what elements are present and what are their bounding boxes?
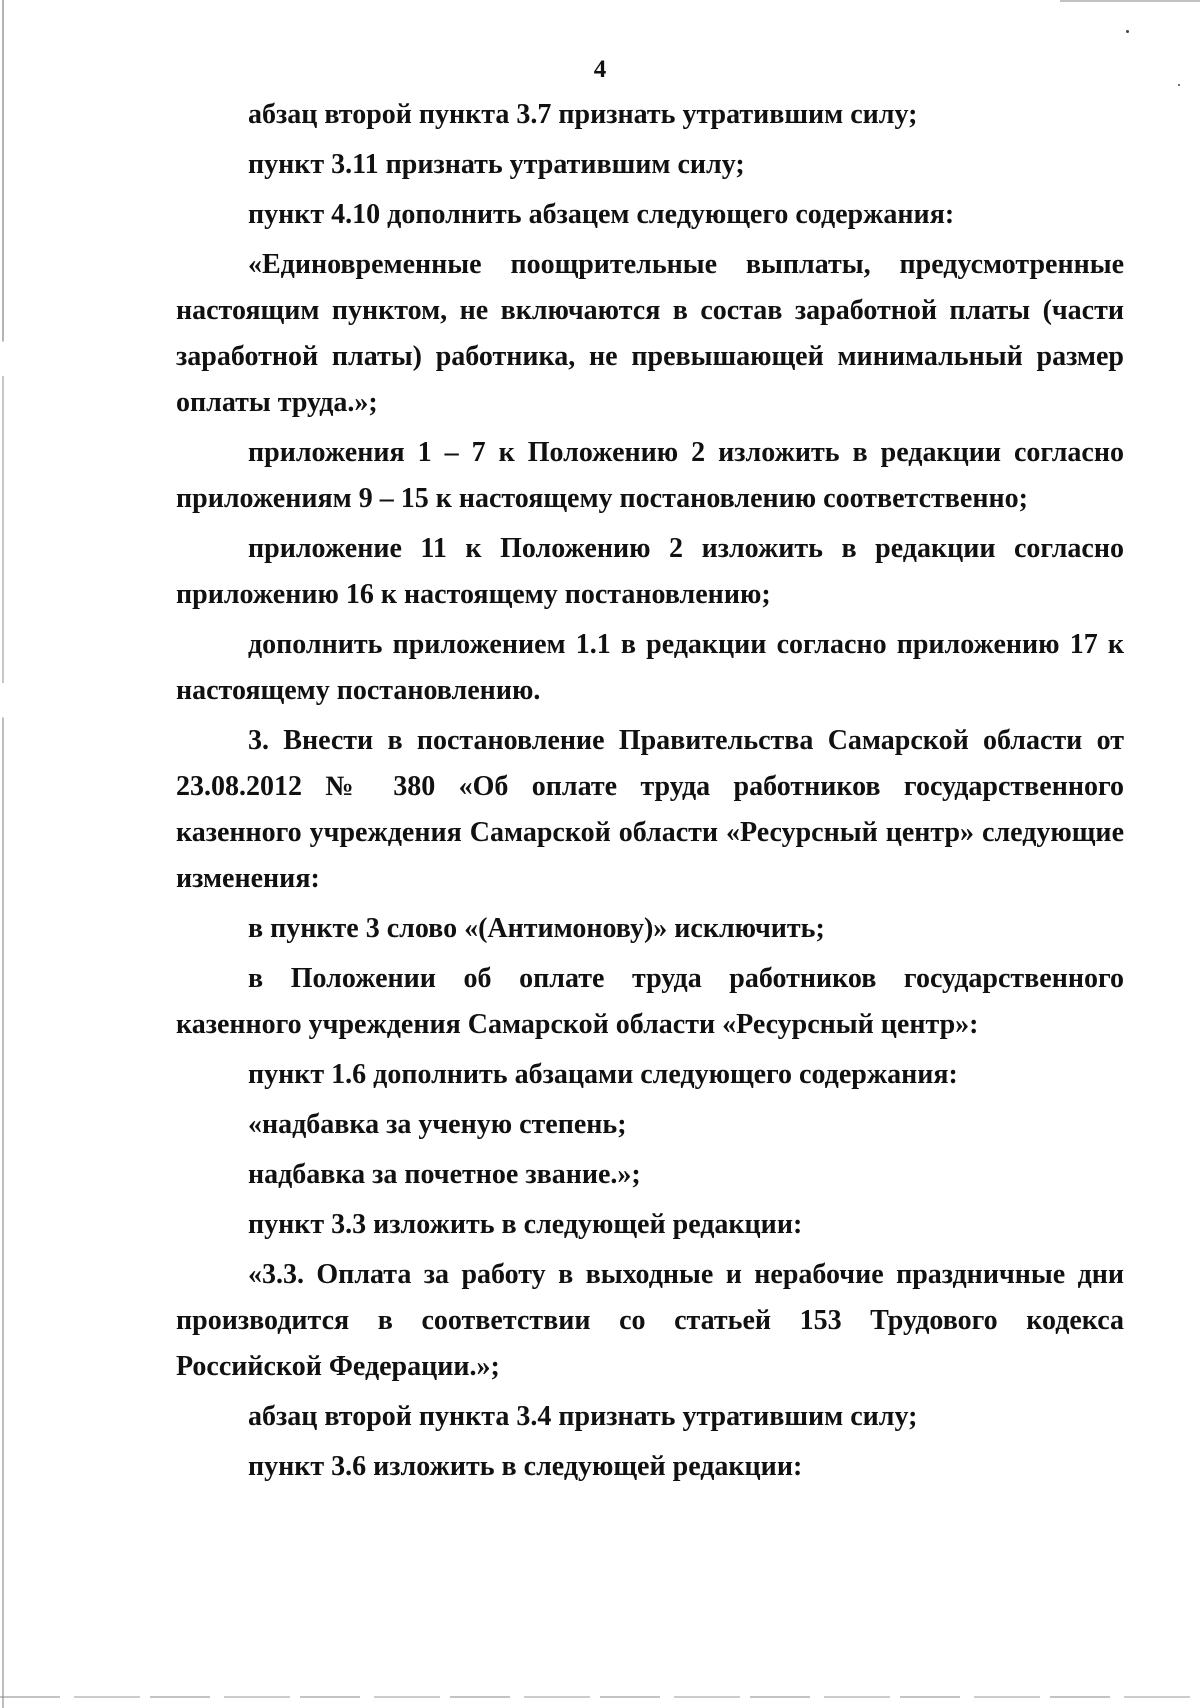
paragraph: пункт 1.6 дополнить абзацами следующего содержания: [248, 1059, 958, 1090]
paragraph: «3.3. Оплата за работу в выходные и нерабочие праздничные дни производится в соответствии со статьей 153 Трудового кодекса Российской Федерации.»; [176, 1259, 1124, 1382]
paragraph: абзац второй пункта 3.4 признать утратившим силу; [248, 1401, 918, 1432]
paragraph: «надбавка за ученую степень; [248, 1109, 627, 1140]
scan-speck [1126, 30, 1129, 33]
paragraph: «Единовременные поощрительные выплаты, предусмотренные настоящим пунктом, не включаются в состав заработной платы (части заработной платы) работника, не превышающей минимальный размер оплаты труда.»; [176, 249, 1124, 418]
scan-speck [1178, 84, 1180, 86]
page-number: 4 [593, 56, 607, 83]
paragraph: приложение 11 к Положению 2 изложить в редакции согласно приложению 16 к настоящему постановлению; [176, 533, 1124, 610]
paragraph: в пункте 3 слово «(Антимонову)» исключить; [248, 913, 825, 944]
paragraph: пункт 3.11 признать утратившим силу; [248, 149, 745, 180]
paragraph: приложения 1 – 7 к Положению 2 изложить в редакции согласно приложениям 9 – 15 к настоящему постановлению соответственно; [176, 437, 1124, 514]
document-body [176, 92, 1124, 1494]
paragraph: абзац второй пункта 3.7 признать утратившим силу; [248, 99, 918, 130]
scan-edge-left [2, 0, 4, 1708]
paragraph: пункт 3.6 изложить в следующей редакции: [248, 1451, 803, 1482]
paragraph: пункт 3.3 изложить в следующей редакции: [248, 1209, 803, 1240]
paragraph: надбавка за почетное звание.»; [248, 1159, 641, 1190]
paragraph: 3. Внести в постановление Правительства Самарской области от 23.08.2012 № 380 «Об оплате труда работников государственного казенного учреждения Самарской области «Ресурсный центр» следующие изменения: [176, 725, 1124, 894]
paragraph: пункт 4.10 дополнить абзацем следующего содержания: [248, 199, 955, 230]
paragraph: дополнить приложением 1.1 в редакции согласно приложению 17 к настоящему постановлению. [176, 629, 1124, 706]
scan-edge-top [1060, 0, 1200, 2]
paragraph: в Положении об оплате труда работников государственного казенного учреждения Самарской области «Ресурсный центр»: [176, 963, 1124, 1040]
scan-edge-bottom [0, 1696, 1200, 1698]
